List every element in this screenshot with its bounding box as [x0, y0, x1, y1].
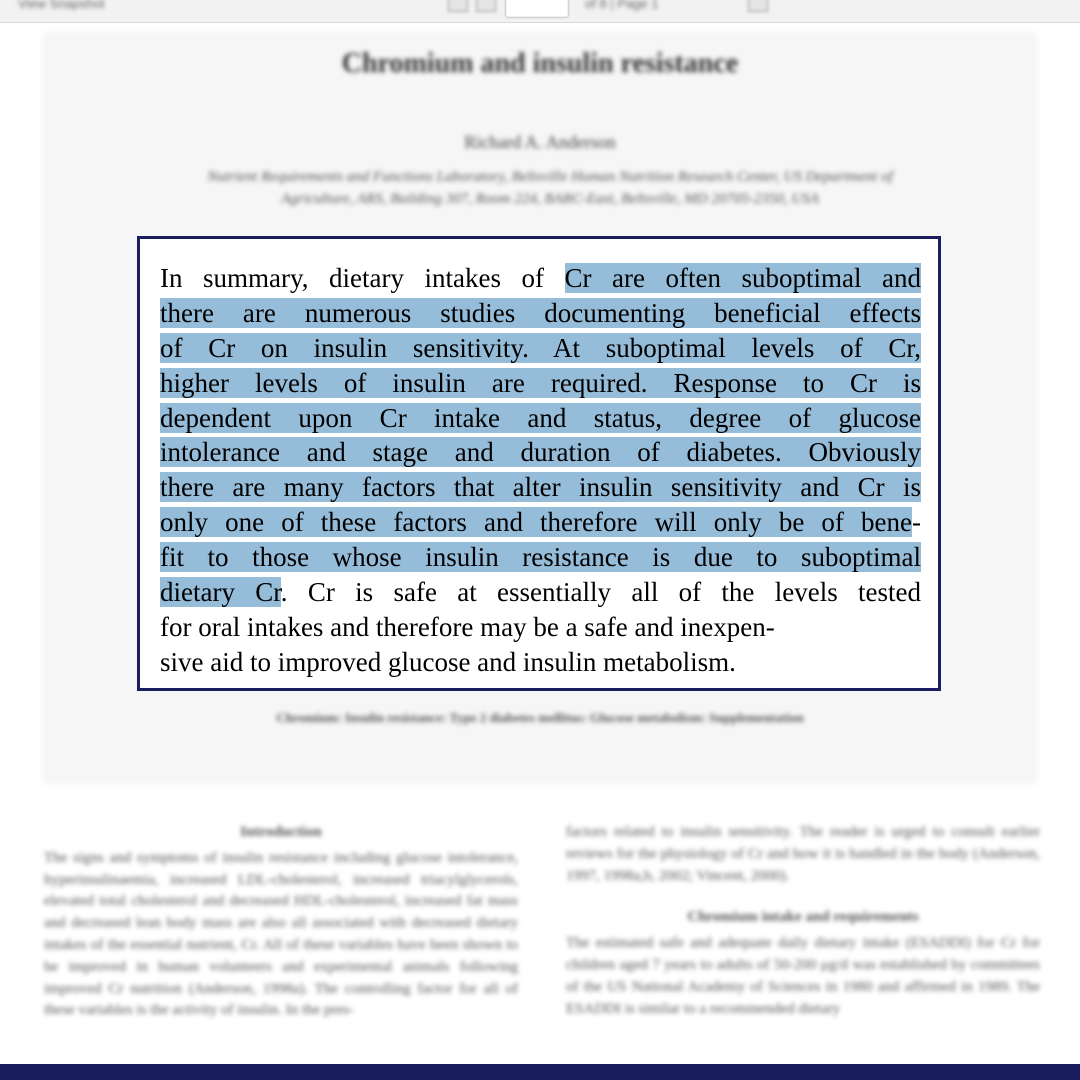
highlighted-text: only one of these factors and therefore will only be of bene	[160, 507, 912, 538]
line-text: sive aid to improved glucose and insulin metabolism.	[160, 646, 736, 677]
zoom-out-button[interactable]	[448, 0, 468, 12]
abstract-line	[160, 435, 921, 470]
line-text: -	[912, 507, 921, 538]
affiliation-line-2: Agriculture, ARS, Building 307, Room 224, BARC-East, Beltsville, MD 20705-2350, USA	[281, 191, 819, 207]
viewer-toolbar	[0, 0, 1080, 23]
abstract-line	[160, 401, 921, 436]
highlighted-text: intolerance and stage and duration of diabetes. Obviously	[160, 437, 921, 468]
highlighted-text: dependent upon Cr intake and status, degree of glucose	[160, 402, 921, 433]
highlighted-text: higher levels of insulin are required. Response to Cr is	[160, 367, 921, 398]
abstract-line	[160, 366, 921, 401]
line-text: In summary, dietary intakes of	[160, 263, 565, 293]
page-info: of 8 | Page 1	[585, 0, 659, 11]
abstract-line	[160, 261, 921, 296]
abstract-line	[160, 645, 921, 680]
line-text: for oral intakes and therefore may be a safe and inexpen-	[160, 611, 775, 642]
prev-page-button[interactable]	[476, 0, 496, 12]
highlighted-abstract-box	[137, 236, 941, 691]
right-paragraph-1: factors related to insulin sensitivity. The reader is urged to consult earlier reviews for the physiology of Cr and how it is handled in the body (Anderson, 1997, 1998a,b, 2002; Vincent, 2000).	[566, 824, 1040, 884]
highlighted-text: Cr are often suboptimal and	[564, 263, 921, 293]
bottom-bar	[0, 1064, 1080, 1080]
section-heading-introduction: Introduction	[240, 824, 322, 840]
abstract-line	[160, 505, 921, 540]
highlighted-text: there are many factors that alter insulin sensitivity and Cr is	[160, 472, 921, 503]
abstract-line	[160, 470, 921, 505]
introduction-paragraph: The signs and symptoms of insulin resistance including glucose intolerance, hyperinsulinaemia, increased LDL-cholesterol, increased triacylglycerols, elevated total cholesterol and decreased HDL-cholesterol, increased fat mass and decreased lean body mass are also all associated with decreased dietary intakes of the essential nutrient, Cr. All of these variables have been shown to be improved in human volunteers and experimental animals following improved Cr nutrition (Anderson, 1998a). The controlling factor for all of these variables is the activity of insulin. In the pres-	[44, 849, 518, 1019]
highlighted-text: of Cr on insulin sensitivity. At suboptimal levels of Cr,	[160, 332, 921, 363]
highlighted-text: dietary Cr	[160, 577, 281, 608]
section-heading-intake: Chromium intake and requirements	[687, 909, 919, 926]
right-paragraph-2: The estimated safe and adequate daily dietary intake (ESADDI) for Cr for children aged 7 years to adults of 50-200 μg/d was established by committees of the US National Academy of Sciences in 1980 and affirmed in 1989. The ESADDI is similar to a recommended dietary	[566, 935, 1040, 1017]
abstract-line	[160, 575, 921, 610]
body-column-left	[44, 822, 518, 1022]
article-title: Chromium and insulin resistance	[341, 48, 739, 79]
next-page-button[interactable]	[748, 0, 768, 12]
abstract-line	[160, 540, 921, 575]
highlighted-text: fit to those whose insulin resistance is due to suboptimal	[160, 542, 921, 573]
affiliation-line-1: Nutrient Requirements and Functions Laboratory, Beltsville Human Nutrition Research Center, US Department of	[207, 169, 893, 185]
abstract-line	[160, 610, 921, 645]
line-text: . Cr is safe at essentially all of the levels tested	[280, 577, 921, 608]
article-author: Richard A. Anderson	[464, 132, 616, 152]
article-affiliation	[80, 166, 1020, 210]
highlighted-text: there are numerous studies documenting beneficial effects	[160, 297, 921, 328]
abstract-line	[160, 331, 921, 366]
abstract-line	[160, 296, 921, 331]
page-number-input[interactable]	[505, 0, 569, 18]
body-column-right	[566, 822, 1040, 1020]
abstract-text	[160, 261, 921, 680]
toolbar-label: View Snapshot	[18, 0, 105, 11]
keywords: Chromium: Insulin resistance: Type 2 diabetes mellitus: Glucose metabolism: Supplementation	[276, 710, 804, 725]
